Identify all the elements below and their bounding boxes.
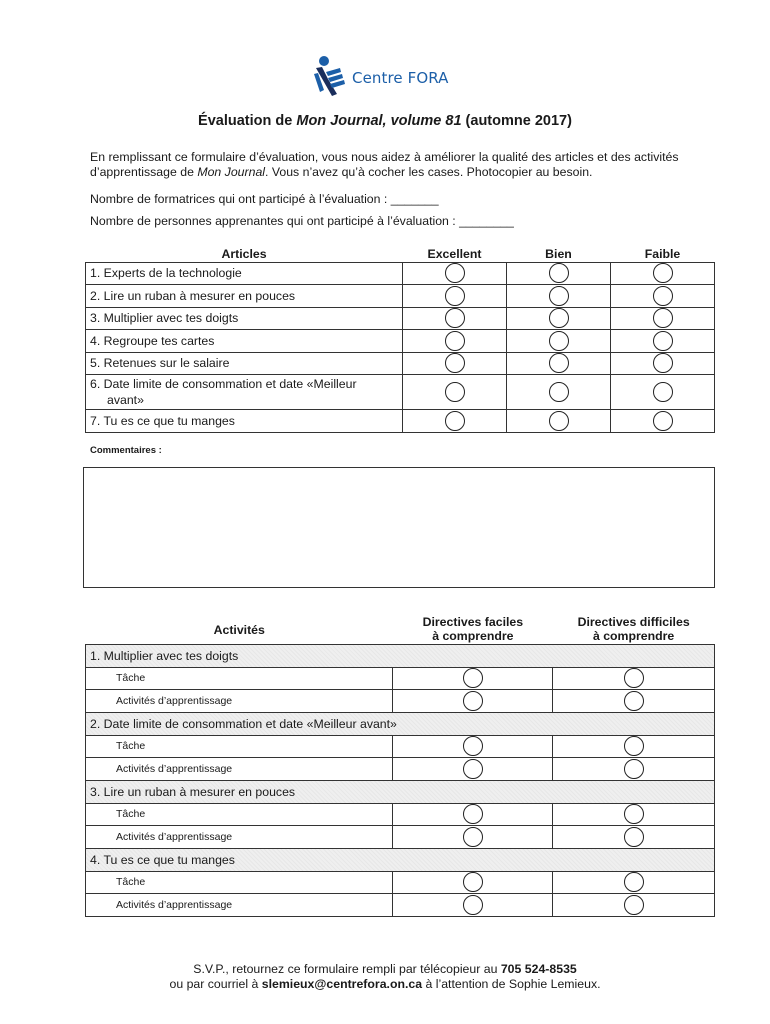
difficiles-checkbox[interactable] — [624, 872, 644, 892]
faciles-checkbox[interactable] — [463, 691, 483, 711]
faible-checkbox[interactable] — [653, 263, 673, 283]
difficiles-checkbox[interactable] — [624, 827, 644, 847]
article-label: 2. Lire un ruban à mesurer en pouces — [86, 285, 403, 308]
faible-checkbox[interactable] — [653, 382, 673, 402]
activity-section-title: 4. Tu es ce que tu manges — [86, 848, 715, 871]
activity-section-row — [86, 644, 715, 667]
tache-label: Tâche — [86, 667, 393, 690]
title-prefix: Évaluation de — [198, 113, 297, 129]
excellent-checkbox[interactable] — [445, 382, 465, 402]
footer-text: S.V.P., retournez ce formulaire rempli par télécopieur au — [193, 962, 501, 976]
faible-checkbox[interactable] — [653, 286, 673, 306]
page-title — [0, 113, 770, 129]
faciles-checkbox[interactable] — [463, 827, 483, 847]
header-activites: Activités — [213, 622, 265, 637]
faciles-checkbox[interactable] — [463, 668, 483, 688]
bien-checkbox[interactable] — [549, 308, 569, 328]
faible-checkbox[interactable] — [653, 308, 673, 328]
table-row — [86, 352, 715, 375]
comments-textarea[interactable] — [83, 467, 715, 588]
excellent-checkbox[interactable] — [445, 353, 465, 373]
formatrices-count-line[interactable]: Nombre de formatrices qui ont participé à l’évaluation : _______ — [90, 192, 439, 206]
header-excellent: Excellent — [427, 246, 482, 261]
table-row — [86, 871, 715, 894]
excellent-checkbox[interactable] — [445, 286, 465, 306]
bien-checkbox[interactable] — [549, 411, 569, 431]
article-label: 4. Regroupe tes cartes — [86, 330, 403, 353]
difficiles-checkbox[interactable] — [624, 759, 644, 779]
footer — [0, 962, 770, 992]
article-label: 5. Retenues sur le salaire — [86, 352, 403, 375]
activities-table — [85, 610, 715, 917]
articles-table — [85, 244, 715, 433]
footer-text: à l’attention de Sophie Lemieux. — [422, 977, 601, 991]
activity-section-title: 2. Date limite de consommation et date «Meilleur avant» — [86, 712, 715, 735]
bien-checkbox[interactable] — [549, 353, 569, 373]
tache-label: Tâche — [86, 871, 393, 894]
fax-number: 705 524-8535 — [500, 962, 577, 976]
table-row — [86, 690, 715, 713]
table-row — [86, 307, 715, 330]
header-articles: Articles — [221, 246, 267, 261]
excellent-checkbox[interactable] — [445, 411, 465, 431]
activites-apprentissage-label: Activités d’apprentissage — [86, 826, 393, 849]
faible-checkbox[interactable] — [653, 353, 673, 373]
faciles-checkbox[interactable] — [463, 895, 483, 915]
article-label: 7. Tu es ce que tu manges — [86, 410, 403, 433]
difficiles-checkbox[interactable] — [624, 736, 644, 756]
email-link[interactable]: slemieux@centrefora.on.ca — [261, 977, 423, 991]
table-row — [86, 375, 715, 410]
logo-text: Centre FORA — [352, 69, 449, 87]
footer-line-1 — [0, 962, 770, 977]
difficiles-checkbox[interactable] — [624, 691, 644, 711]
bien-checkbox[interactable] — [549, 286, 569, 306]
activity-section-row — [86, 848, 715, 871]
article-label-line1: 6. Date limite de consommation et date «Meilleur — [90, 377, 357, 391]
footer-text: ou par courriel à — [169, 977, 262, 991]
bien-checkbox[interactable] — [549, 331, 569, 351]
intro-text-1: En remplissant ce formulaire d’évaluation, vous nous aidez à améliorer la qualité des articles et des activités d’apprentissage de — [90, 150, 679, 179]
article-label: 3. Multiplier avec tes doigts — [86, 307, 403, 330]
centre-fora-emblem-icon — [310, 52, 350, 104]
table-row — [86, 667, 715, 690]
article-label-line2: avant» — [107, 393, 144, 407]
activity-section-title: 1. Multiplier avec tes doigts — [86, 644, 715, 667]
table-row — [86, 262, 715, 285]
article-label — [86, 375, 403, 410]
intro-journal: Mon Journal — [197, 165, 266, 179]
title-suffix: (automne 2017) — [461, 113, 572, 129]
excellent-checkbox[interactable] — [445, 331, 465, 351]
header-faible: Faible — [644, 246, 681, 261]
activity-section-title: 3. Lire un ruban à mesurer en pouces — [86, 780, 715, 803]
title-journal: Mon Journal, volume 81 — [296, 113, 462, 129]
activity-section-row — [86, 780, 715, 803]
article-label: 1. Experts de la technologie — [86, 262, 403, 285]
header-directives-difficiles: Directives difficiles à comprendre — [577, 614, 690, 643]
difficiles-checkbox[interactable] — [624, 668, 644, 688]
tache-label: Tâche — [86, 735, 393, 758]
centre-fora-logo — [310, 52, 460, 104]
table-row — [86, 826, 715, 849]
activites-apprentissage-label: Activités d’apprentissage — [86, 894, 393, 917]
footer-line-2 — [0, 977, 770, 992]
faible-checkbox[interactable] — [653, 411, 673, 431]
tache-label: Tâche — [86, 803, 393, 826]
difficiles-checkbox[interactable] — [624, 895, 644, 915]
table-row — [86, 410, 715, 433]
table-row — [86, 758, 715, 781]
comments-label: Commentaires : — [90, 445, 162, 456]
excellent-checkbox[interactable] — [445, 308, 465, 328]
apprenantes-count-line[interactable]: Nombre de personnes apprenantes qui ont participé à l’évaluation : ________ — [90, 214, 514, 228]
table-row — [86, 894, 715, 917]
faciles-checkbox[interactable] — [463, 759, 483, 779]
header-directives-faciles: Directives faciles à comprendre — [422, 614, 524, 643]
activites-apprentissage-label: Activités d’apprentissage — [86, 690, 393, 713]
faible-checkbox[interactable] — [653, 331, 673, 351]
faciles-checkbox[interactable] — [463, 872, 483, 892]
faciles-checkbox[interactable] — [463, 736, 483, 756]
header-bien: Bien — [545, 246, 572, 261]
table-row — [86, 285, 715, 308]
excellent-checkbox[interactable] — [445, 263, 465, 283]
intro-text-2: . Vous n’avez qu’à cocher les cases. Photocopier au besoin. — [265, 165, 593, 179]
intro-paragraph — [90, 150, 710, 180]
table-row — [86, 735, 715, 758]
faciles-checkbox[interactable] — [463, 804, 483, 824]
bien-checkbox[interactable] — [549, 263, 569, 283]
activity-section-row — [86, 712, 715, 735]
bien-checkbox[interactable] — [549, 382, 569, 402]
table-row — [86, 330, 715, 353]
table-row — [86, 803, 715, 826]
difficiles-checkbox[interactable] — [624, 804, 644, 824]
activites-apprentissage-label: Activités d’apprentissage — [86, 758, 393, 781]
